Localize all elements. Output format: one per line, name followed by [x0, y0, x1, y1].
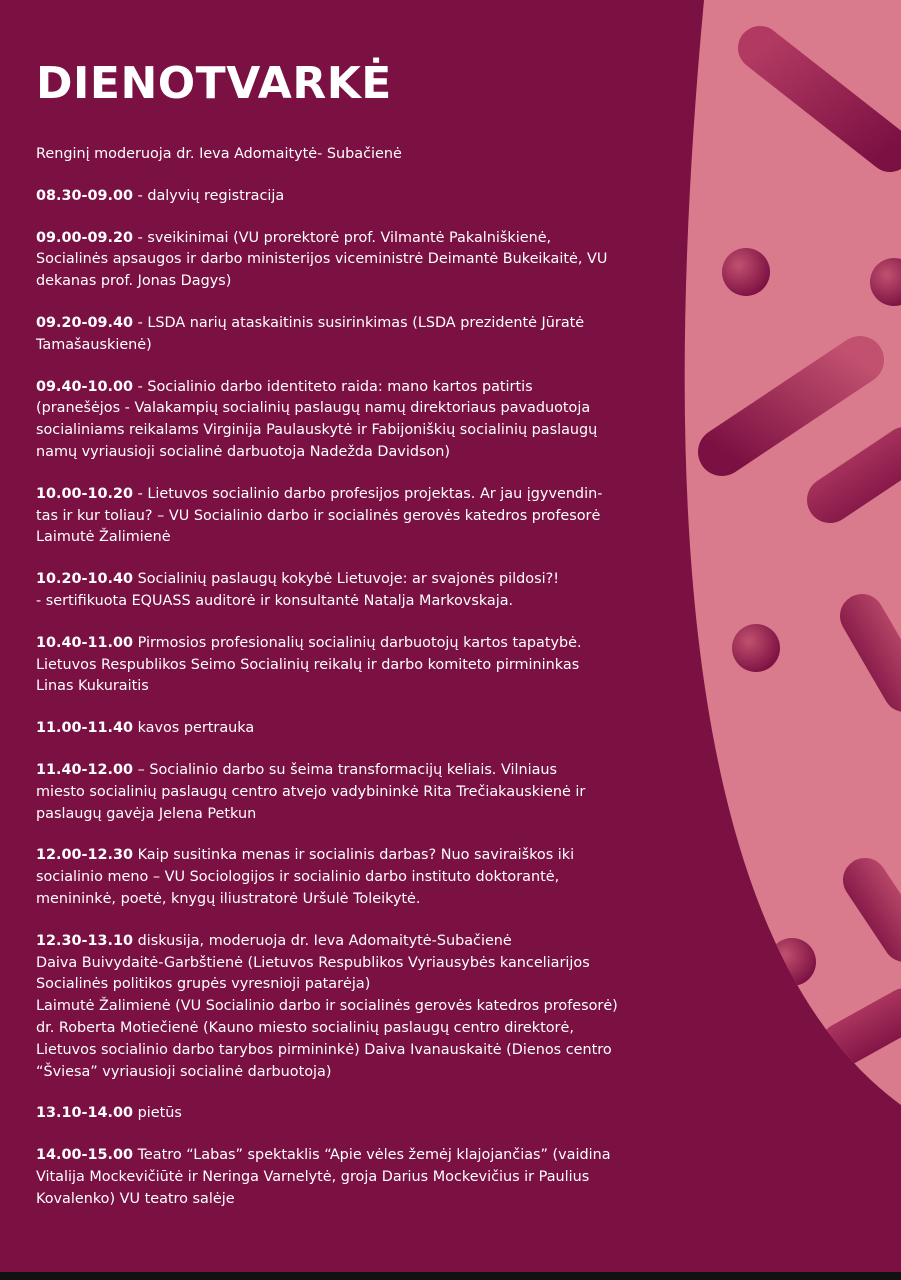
agenda-item	[36, 931, 686, 1084]
moderator-line: Renginį moderuoja dr. Ieva Adomaitytė- Subačienė	[36, 146, 402, 162]
agenda-description: Pirmosios profesionalių socialinių darbuotojų kartos tapatybė. Lietuvos Respublikos Seimo Socialinių reikalų ir darbo komiteto pirmininkas Linas Kukuraitis	[36, 634, 582, 695]
agenda-description: Teatro “Labas” spektaklis “Apie vėles žemėj klajojančias” (vaidina Vitalija Mockevičiūtė ir Neringa Varnelytė, groja Darius Mockevičius ir Paulius Kovalenko) VU teatro salėje	[36, 1147, 611, 1207]
agenda-item	[36, 845, 686, 910]
agenda-time: 14.00-15.00	[36, 1147, 134, 1164]
agenda-item	[36, 1103, 686, 1125]
agenda-time: 10.00-10.20	[36, 485, 134, 502]
agenda-time: 12.00-12.30	[36, 847, 134, 864]
agenda-description: - sveikinimai (VU prorektorė prof. Vilmantė Pakalniškienė, Socialinės apsaugos ir darbo ministerijos viceministrė Deimantė Bukeikaitė, VU dekanas prof. Jonas Dagys)	[36, 229, 608, 290]
agenda-description: - Socialinio darbo identiteto raida: mano kartos patirtis (pranešėjos - Valakampių socialinių paslaugų namų direktoriaus pavaduotoja socialiniams reikalams Virginija Paulauskytė ir Fabijoniškių socialinių paslaugų namų vyriausioji socialinė darbuotoja Nadežda Davidson)	[36, 378, 598, 460]
bottom-edge-bar	[0, 1272, 901, 1280]
agenda-item	[36, 377, 686, 464]
agenda-description: Kaip susitinka menas ir socialinis darbas? Nuo saviraiškos iki socialinio meno – VU Sociologijos ir socialinio darbo instituto doktorantė, menininkė, poetė, knygų iliustratorė Uršulė Toleikytė.	[36, 847, 575, 907]
agenda-item	[36, 484, 686, 549]
agenda-description: Socialinių paslaugų kokybė Lietuvoje: ar svajonės pildosi?! - sertifikuota EQUASS auditorė ir konsultantė Natalja Markovskaja.	[36, 571, 560, 609]
agenda-time: 13.10-14.00	[36, 1105, 134, 1122]
agenda-item	[36, 186, 686, 208]
agenda-content	[36, 144, 686, 1230]
agenda-description: - Lietuvos socialinio darbo profesijos projektas. Ar jau įgyvendin- tas ir kur toliau? – VU Socialinio darbo ir socialinės gerovės katedros profesorė Laimutė Žalimienė	[36, 485, 603, 546]
agenda-time: 10.20-10.40	[36, 571, 134, 588]
agenda-item	[36, 569, 686, 613]
agenda-time: 10.40-11.00	[36, 634, 134, 651]
agenda-time: 11.40-12.00	[36, 761, 134, 778]
agenda-time: 09.00-09.20	[36, 229, 134, 246]
agenda-time: 08.30-09.00	[36, 187, 134, 204]
agenda-item	[36, 228, 686, 293]
agenda-time: 12.30-13.10	[36, 932, 134, 949]
agenda-description: pietūs	[133, 1105, 182, 1122]
page-title: DIENOTVARKĖ	[36, 58, 392, 109]
agenda-item	[36, 633, 686, 698]
agenda-item	[36, 760, 686, 825]
agenda-time: 09.40-10.00	[36, 378, 134, 395]
agenda-item	[36, 1145, 686, 1210]
agenda-time: 09.20-09.40	[36, 314, 134, 331]
agenda-description: – Socialinio darbo su šeima transformacijų keliais. Vilniaus miesto socialinių paslaugų centro atvejo vadybininkė Rita Trečiakauskienė ir paslaugų gavėja Jelena Petkun	[36, 761, 586, 822]
agenda-item	[36, 718, 686, 740]
agenda-time: 11.00-11.40	[36, 720, 134, 737]
agenda-description: diskusija, moderuoja dr. Ieva Adomaitytė-Subačienė Daiva Buivydaitė-Garbštienė (Lietuvos Respublikos Vyriausybės kanceliarijos Socialinės politikos grupės vyresnioji patarėja) Laimutė Žalimienė (VU Socialinio darbo ir socialinės gerovės katedros profesorė) dr. Roberta Motiečienė (Kauno miesto socialinių paslaugų centro direktorė, Lietuvos socialinio darbo tarybos pirmininkė) Daiva Ivanauskaitė (Dienos centro “Šviesa” vyriausioji socialinė darbuotoja)	[36, 932, 618, 1080]
agenda-description: kavos pertrauka	[133, 720, 255, 737]
agenda-description: - LSDA narių ataskaitinis susirinkimas (LSDA prezidentė Jūratė Tamašauskienė)	[36, 314, 585, 353]
agenda-description: - dalyvių registracija	[133, 187, 285, 204]
agenda-item	[36, 313, 686, 357]
